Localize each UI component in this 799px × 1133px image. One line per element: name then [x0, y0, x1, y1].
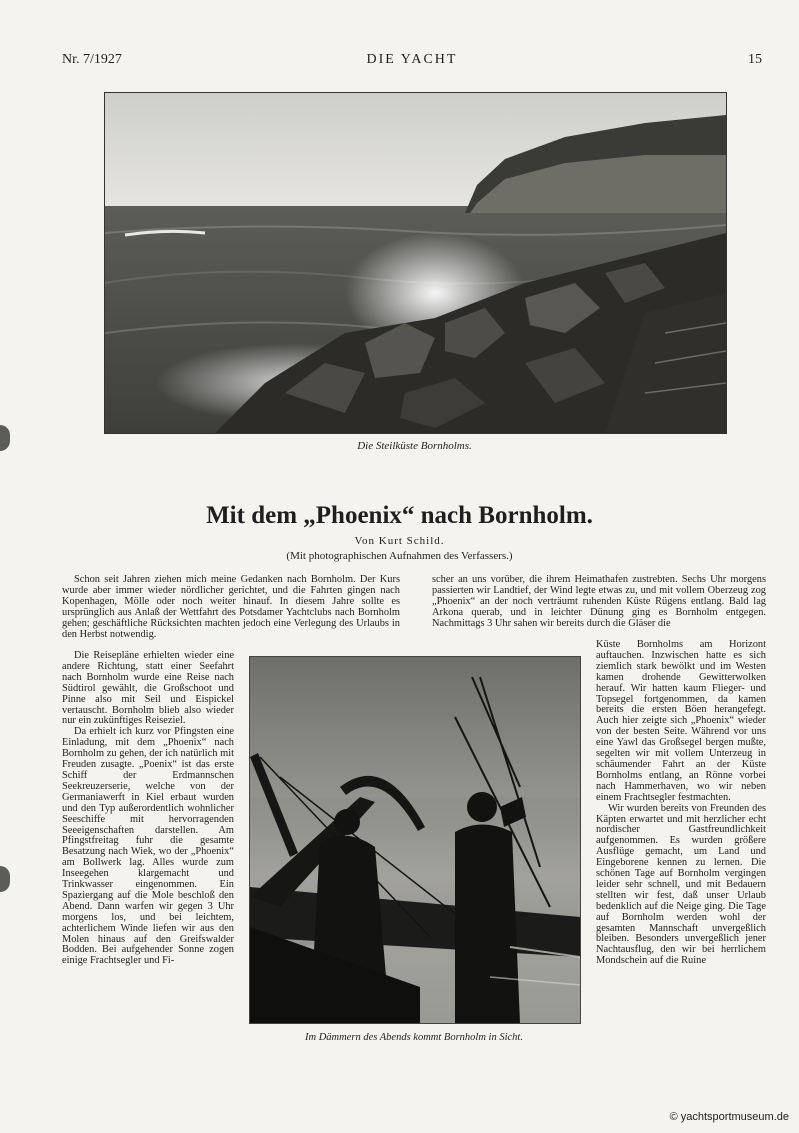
column-left-top [62, 575, 400, 640]
paragraph: Küste Bornholms am Horizont auftauchen. Inzwischen hatte es sich ziemlich stark bewölkt und im Westen kamen drohende Gewitterwolken herauf. Wir hatten kaum Flieger- und Topsegel fortgenommen, da kamen bereits die ersten Böen herangefegt. Auch hier zeigte sich „Phoenix“ wieder von der besten Seite. Während vor uns eine Yawl das Großsegel bergen mußte, segelten wir mit vollem Unterzeug in schäumender Fahrt an der Küste Bornholms entlang, an Rönne vorbei nach Hammerhaven, wo wir neben einem Frachtsegler festmachten. [596, 640, 766, 803]
binding-hole [0, 866, 10, 892]
middle-photo-caption: Im Dämmern des Abends kommt Bornholm in Sicht. [305, 1032, 523, 1043]
top-photo-caption: Die Steilküste Bornholms. [357, 440, 472, 452]
column-right-side [596, 640, 766, 1045]
paragraph: Da erhielt ich kurz vor Pfingsten eine Einladung, mit dem „Phoenix“ nach Bornholm zu gehen, der ich natürlich mit Freuden zusagte. „Poenix“ ist das erste Schiff der Erdmannschen Seekreuzerserie, welche von der Germaniawerft in Kiel erbaut wurden und den Typ außerordentlich wohnlicher Seeschiffe mit hervorragenden Seeeigenschaften darstellen. Am Pfingstfreitag fuhr die gesamte Besatzung nach Wiek, wo der „Phoenix“ am Bollwerk lag. Alles wurde zum Inseegehen klargemacht und Trinkwasser eingenommen. Ein Spaziergang auf die Mole beschloß den Abend. Dann warfen wir gegen 3 Uhr morgens los, und bei leichtem, achterlichem Winde liefen wir aus den Molen hinaus auf den Greifswalder Bodden. Bei aufgehender Sonne zogen einige Frachtsegler und Fi- [62, 726, 234, 967]
paragraph: Wir wurden bereits von Freunden des Käpten erwartet und mit herzlicher echt nordischer Gastfreundlichkeit aufgenommen. Es wurden größere Ausflüge gemacht, um Land und Eingeborene kennen zu lernen. Die schönen Tage auf Bornholm vergingen leider sehr schnell, und mit Bedauern stellten wir fest, daß unser Urlaub bedenklich auf die Neige ging. Die Tage auf Bornholm werden wohl der gesamten Mannschaft unvergeßlich bleiben. Besonders unvergeßlich jener Nachtausflug, den wir bei herrlichem Mondschein auf die Ruine [596, 802, 766, 967]
copyright-watermark: © yachtsportmuseum.de [669, 1111, 789, 1123]
photo-credit-note: (Mit photographischen Aufnahmen des Verfassers.) [286, 550, 513, 562]
paragraph: scher an uns vorüber, die ihrem Heimathafen zustrebten. Sechs Uhr morgens passierten wir Landtief, der Wind legte etwas zu, und mit vollem Oberzeug zog „Phoenix“ an der noch verträumt ruhenden Küste Rügens entlang. Bald lag Arkona querab, und in leichter Dünung ging es Bornholm entgegen. Nachmittags 3 Uhr sahen wir bereits durch die Gläser die [432, 574, 766, 629]
column-left-side [62, 651, 234, 1046]
column-right-top [432, 575, 766, 630]
binding-hole [0, 425, 10, 451]
page-number: 15 [748, 52, 762, 67]
cliff-coast-photo [104, 92, 727, 434]
page-header [62, 52, 762, 74]
issue-number: Nr. 7/1927 [62, 52, 122, 67]
evening-deck-photo [249, 656, 581, 1024]
article-title: Mit dem „Phoenix“ nach Bornholm. [206, 502, 593, 529]
paragraph: Die Reisepläne erhielten wieder eine andere Richtung, statt einer Seefahrt nach Bornholm wurde eine Reise nach Südtirol gewählt, die Großschoot und Pinne also mit Seil und Eispickel vertauscht. Bornholm blieb also wieder nur ein zukünftiges Reiseziel. [62, 651, 234, 727]
paragraph: Schon seit Jahren ziehen mich meine Gedanken nach Bornholm. Der Kurs wurde aber immer wieder nördlicher gerichtet, und die Fahrten gingen nach Kopenhagen, Mölle oder noch weiter hinauf. In diesem Jahre sollte es ursprünglich aus Anlaß der Wettfahrt des Potsdamer Yachtclubs nach Bornholm gehen; geschäftliche Rücksichten machten jedoch eine Verlegung des Urlaubs in den Herbst notwendig. [62, 574, 400, 640]
magazine-title: DIE YACHT [366, 52, 458, 67]
article-byline: Von Kurt Schild. [354, 535, 445, 547]
